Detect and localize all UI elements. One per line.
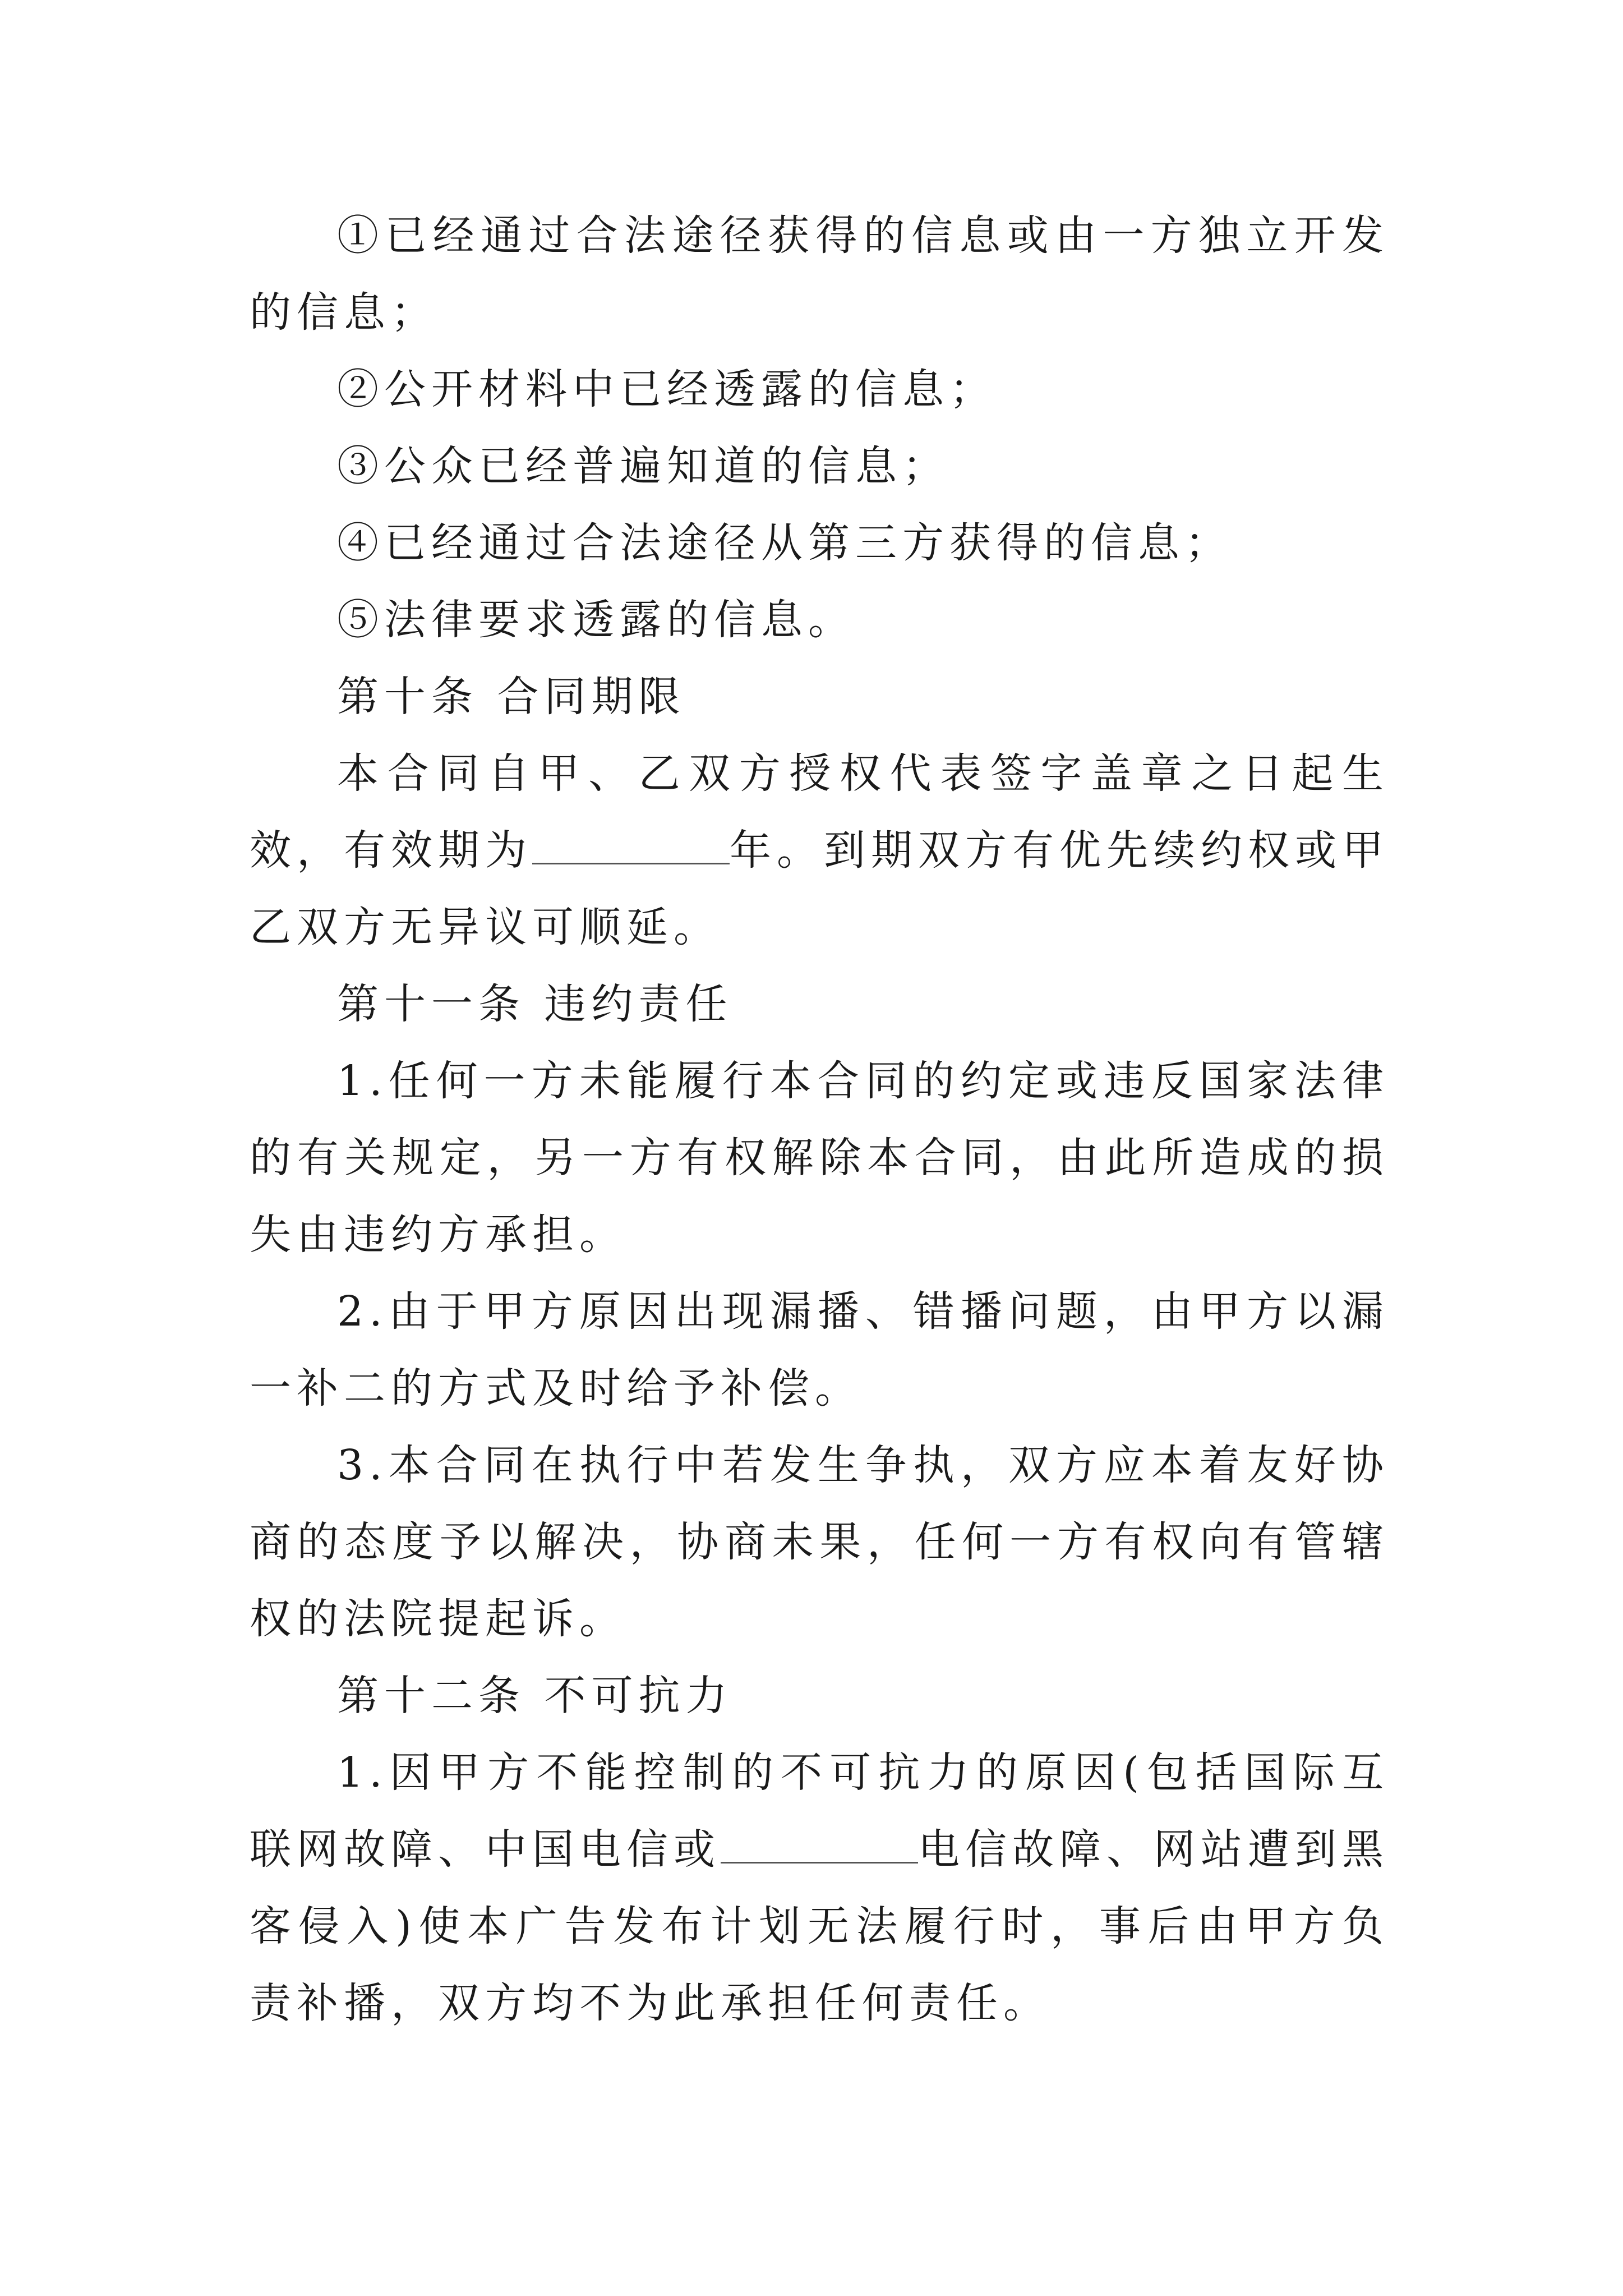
contract-term-blank [532,818,730,864]
article-10-text-after: 年。到期双方有优先续约权或甲乙双方无异议可顺延。 [250,826,1389,951]
article-11-clause-2: 2.由于甲方原因出现漏播、错播问题，由甲方以漏一补二的方式及时给予补偿。 [250,1287,1389,1412]
document-page [250,197,1389,2042]
confidential-exception-2: ②公开材料中已经透露的信息； [337,365,997,413]
article-10-text-before: 本合同自甲、乙双方授权代表签字盖章之日起生效，有效期为 [250,749,1389,875]
confidential-exception-1: ①已经通过合法途径获得的信息或由一方独立开发的信息； [250,211,1389,337]
article-12-heading: 第十二条 不可抗力 [337,1672,733,1720]
article-10-heading: 第十条 合同期限 [337,673,686,721]
article-12-text-after: 电信故障、网站遭到黑客侵入)使本广告发布计划无法履行时，事后由甲方负责补播，双方均不为此承担任何责任。 [250,1825,1389,2027]
article-11-clause-1: 1.任何一方未能履行本合同的约定或违反国家法律的有关规定，另一方有权解除本合同，由此所造成的损失由违约方承担。 [250,1057,1389,1259]
confidential-exception-4: ④已经通过合法途径从第三方获得的信息； [337,519,1232,567]
telecom-provider-blank [721,1817,918,1864]
article-12-text-before: 1.因甲方不能控制的不可抗力的原因(包括国际互联网故障、中国电信或 [250,1749,1389,1874]
confidential-exception-5: ⑤法律要求透露的信息。 [337,596,855,644]
confidential-exception-3: ③公众已经普遍知道的信息； [337,442,949,490]
article-11-heading: 第十一条 违约责任 [337,980,733,1028]
article-11-clause-3: 3.本合同在执行中若发生争执，双方应本着友好协商的态度予以解决，协商未果，任何一方有权向有管辖权的法院提起诉。 [250,1441,1389,1643]
article-10-body [250,735,1389,966]
article-12-clause-1 [250,1734,1389,2042]
